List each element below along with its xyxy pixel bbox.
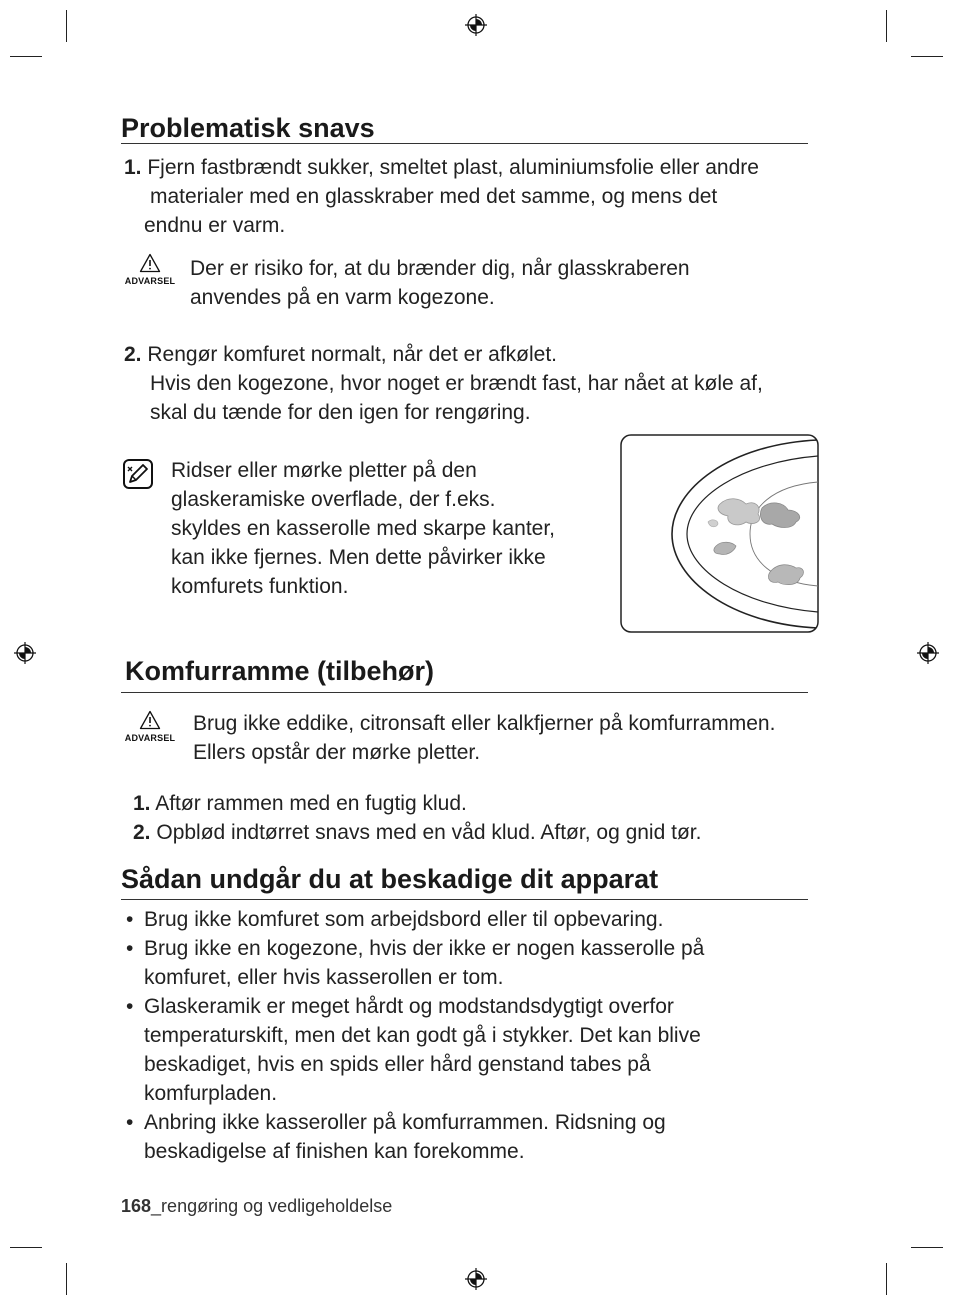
warning-label: ADVARSEL [124,733,176,743]
step-line: Rengør komfuret normalt, når det er afkølet. [147,343,558,366]
crop-mark [66,1263,67,1295]
list-item-line: • Brug ikke en kogezone, hvis der ikke er nogen kasserolle på [144,937,705,960]
crop-mark [886,1263,887,1295]
section-rule [121,143,808,144]
warning-text [190,254,810,312]
page-number: 168 [121,1196,152,1216]
section-rule [121,899,808,900]
list-item [124,992,824,1108]
step-line: skal du tænde for den igen for rengøring. [150,401,531,424]
registration-mark-icon [465,1268,487,1290]
step-number: 1. [133,792,151,815]
note-line: komfurets funktion. [171,575,349,598]
warning-line: anvendes på en varm kogezone. [190,286,495,309]
section-title: Problematisk snavs [121,113,375,143]
step-1 [124,153,844,240]
cooktop-scratch-illustration [620,434,820,634]
warning-badge [124,253,176,286]
note-pencil-icon [122,458,154,490]
note-text [171,456,611,601]
crop-mark [10,56,42,57]
warning-triangle-icon [139,253,161,273]
list-item-line: • Brug ikke komfuret som arbejdsbord eller til opbevaring. [144,908,664,931]
warning-line: Der er risiko for, at du brænder dig, når glasskraberen [190,257,690,280]
step-item [133,789,853,818]
section-title: Komfurramme (tilbehør) [125,656,435,686]
footer-section-name: _rengøring og vedligeholdelse [151,1196,393,1216]
note-line: skyldes en kasserolle med skarpe kanter, [171,517,556,540]
section-rule [121,692,808,693]
step-line: Hvis den kogezone, hvor noget er brændt fast, har nået at køle af, [150,372,763,395]
crop-mark [911,1247,943,1248]
step-line: endnu er varm. [144,214,286,237]
note-line: kan ikke fjernes. Men dette påvirker ikke [171,546,546,569]
crop-mark [66,10,67,42]
page-footer [121,1196,392,1217]
warning-line: Brug ikke eddike, citronsaft eller kalkfjerner på komfurrammen. [193,712,776,735]
warning-line: Ellers opstår der mørke pletter. [193,741,481,764]
list-item-line: beskadiget, hvis en spids eller hård genstand tabes på [144,1053,651,1076]
registration-mark-icon [917,642,939,664]
list-item-line: • Glaskeramik er meget hårdt og modstandsdygtigt overfor [144,995,674,1018]
note-line: glaskeramiske overflade, der f.eks. [171,488,496,511]
warning-label: ADVARSEL [124,276,176,286]
crop-mark [911,56,943,57]
list-item-line: komfurpladen. [144,1082,278,1105]
list-item-line: • Anbring ikke kasseroller på komfurrammen. Ridsning og [144,1111,666,1134]
note-line: Ridser eller mørke pletter på den [171,459,477,482]
step-number: 2. [133,821,151,844]
list-item-line: beskadigelse af finishen kan forekomme. [144,1140,525,1163]
list-item [124,934,824,992]
list-item-line: temperaturskift, men det kan godt gå i stykker. Det kan blive [144,1024,701,1047]
registration-mark-icon [14,642,36,664]
step-text: Opblød indtørret snavs med en våd klud. Aftør, og gnid tør. [156,821,702,844]
section-title: Sådan undgår du at beskadige dit apparat [121,864,659,894]
step-number: 2. [124,343,142,366]
registration-mark-icon [465,14,487,36]
step-2 [124,340,844,427]
list-item [124,905,824,934]
step-item [133,818,853,847]
list-item [124,1108,824,1166]
crop-mark [886,10,887,42]
step-number: 1. [124,156,142,179]
step-text: Aftør rammen med en fugtig klud. [155,792,467,815]
warning-text [193,709,873,767]
warning-triangle-icon [139,710,161,730]
bullet-list [124,905,824,1166]
warning-badge [124,710,176,743]
crop-mark [10,1247,42,1248]
step-list [133,789,853,847]
step-line: Fjern fastbrændt sukker, smeltet plast, aluminiumsfolie eller andre [147,156,759,179]
step-line: materialer med en glasskraber med det samme, og mens det [150,185,718,208]
list-item-line: komfuret, eller hvis kasserollen er tom. [144,966,504,989]
